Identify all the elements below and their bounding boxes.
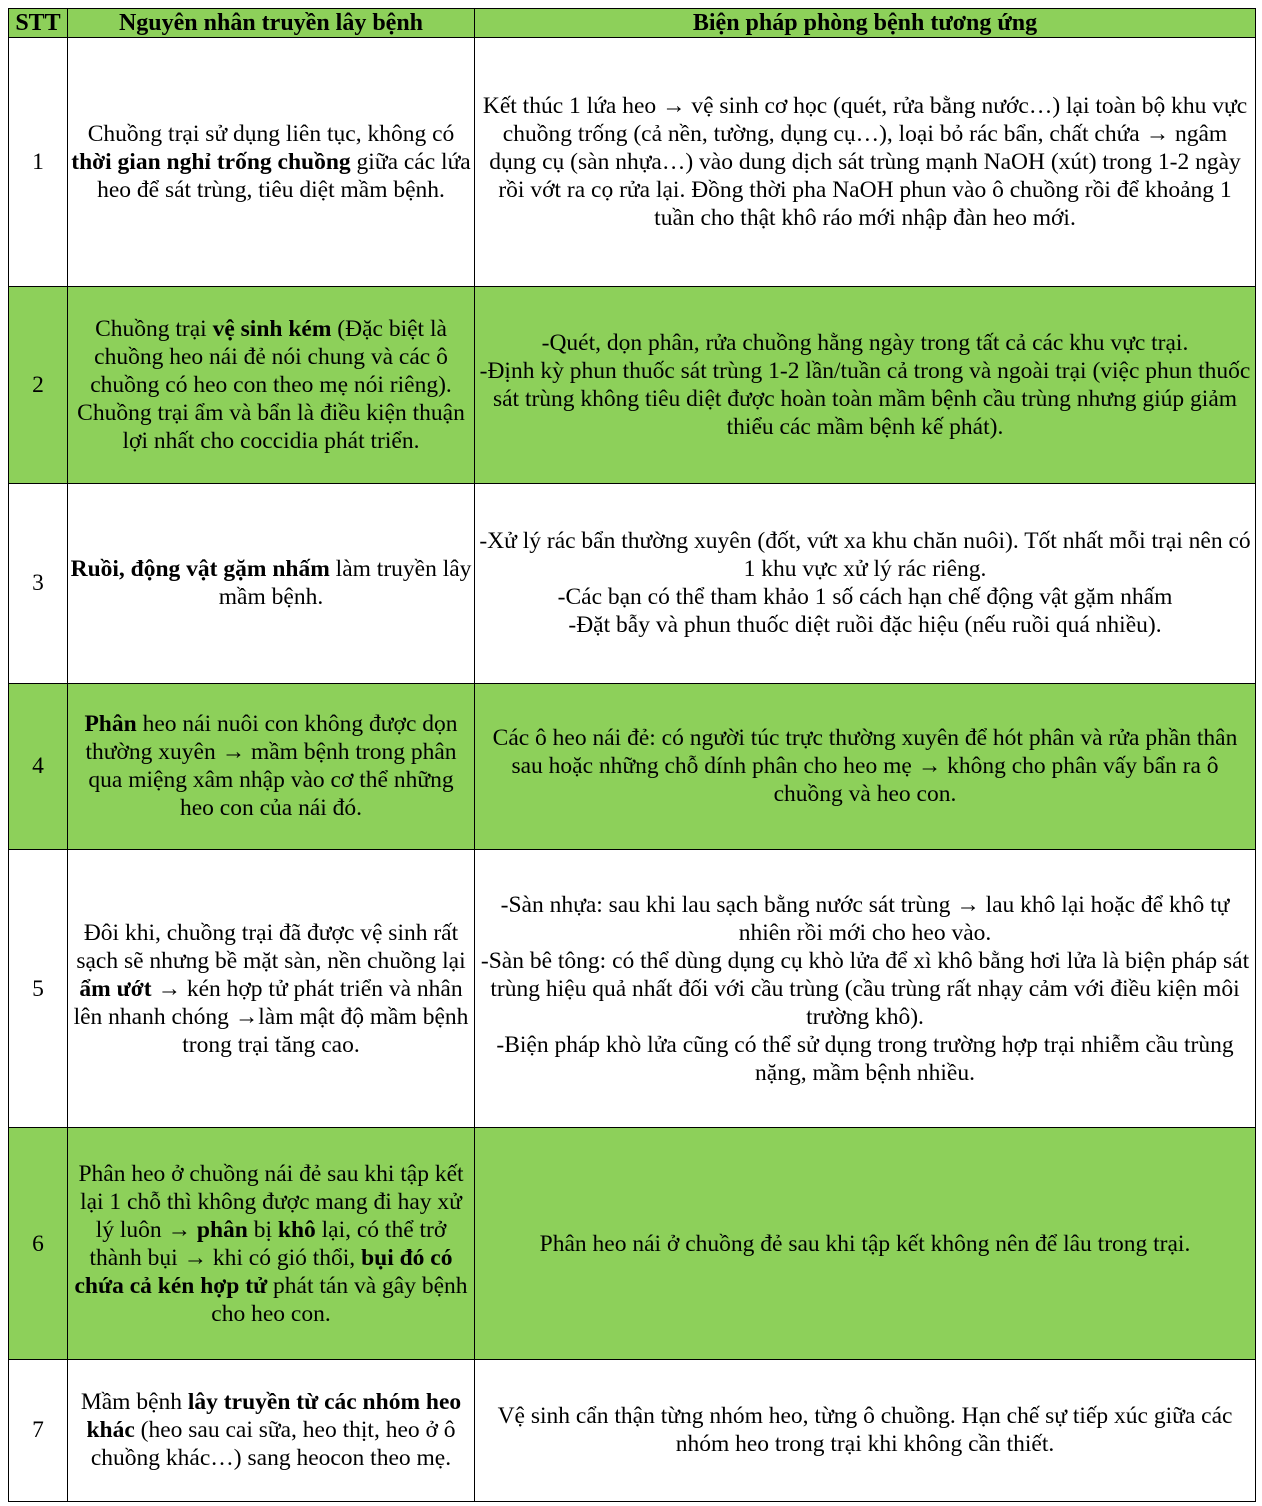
measure-line: -Xử lý rác bẩn thường xuyên (đốt, vứt xa khu chăn nuôi). Tốt nhất mỗi trại nên có 1 khu vực xử lý rác riêng. <box>479 528 1251 583</box>
header-stt: STT <box>9 9 68 38</box>
text-segment: Đôi khi, chuồng trại đã được vệ sinh rất sạch sẽ nhưng bề mặt sàn, nền chuồng lại <box>76 919 466 974</box>
bold-text: ẩm ướt <box>79 975 152 1002</box>
row-measure <box>475 1359 1256 1501</box>
table-row <box>9 286 1256 483</box>
text-segment: phát tán và gây bệnh cho heo con. <box>211 1272 468 1327</box>
row-stt: 4 <box>9 683 68 849</box>
measure-line: -Quét, dọn phân, rửa chuồng hằng ngày trong tất cả các khu vực trại. <box>541 329 1189 356</box>
row-cause <box>68 483 475 683</box>
measure-line: -Sàn bê tông: có thể dùng dụng cụ khò lửa để xì khô bằng hơi lửa là biện pháp sát trùng hiệu quả nhất đối với cầu trùng (cầu trùng rất nhạy cảm với điều kiện môi trường khô). <box>480 947 1250 1030</box>
measure-line: -Sàn nhựa: sau khi lau sạch bằng nước sát trùng → lau khô lại hoặc để khô tự nhiên rồi mới cho heo vào. <box>500 891 1230 946</box>
table-row <box>9 38 1256 287</box>
text-segment: Phân heo ở chuồng nái đẻ sau khi tập kết lại 1 chỗ thì không được mang đi hay xử lý luôn → <box>78 1160 464 1243</box>
text-segment: làm truyền lây mầm bệnh. <box>218 556 472 611</box>
text-segment: Chuồng trại <box>95 315 213 342</box>
row-cause <box>68 286 475 483</box>
text-segment: giữa các lứa heo để sát trùng, tiêu diệt mầm bệnh. <box>97 148 471 203</box>
measure-line: -Biện pháp khò lửa cũng có thể sử dụng trong trường hợp trại nhiễm cầu trùng nặng, mầm bệnh nhiều. <box>496 1031 1234 1086</box>
bold-text: phân <box>196 1216 248 1243</box>
text-segment: bị <box>247 1216 278 1243</box>
text-segment: lại, có thể trở thành bụi → khi có gió thổi, <box>89 1216 447 1271</box>
header-row <box>9 9 1256 38</box>
bold-text: thời gian nghỉ trống chuồng <box>71 148 351 175</box>
row-measure <box>475 849 1256 1128</box>
measure-line: -Các bạn có thể tham khảo 1 số cách hạn chế động vật gặm nhấm <box>557 584 1173 611</box>
measure-line: Phân heo nái ở chuồng đẻ sau khi tập kết không nên để lâu trong trại. <box>539 1230 1191 1257</box>
row-stt: 2 <box>9 286 68 483</box>
bold-text: vệ sinh kém <box>212 315 332 342</box>
bold-text: Ruồi, động vật gặm nhấm <box>70 556 330 583</box>
measure-line: Vệ sinh cẩn thận từng nhóm heo, từng ô chuồng. Hạn chế sự tiếp xúc giữa các nhóm heo trong trại khi không cần thiết. <box>497 1403 1233 1458</box>
measure-line: Kết thúc 1 lứa heo → vệ sinh cơ học (quét, rửa bằng nước…) lại toàn bộ khu vực chuồng trống (cả nền, tường, dụng cụ…), loại bỏ rác bẩn, chất chứa → ngâm dụng cụ (sàn nhựa…) vào dung dịch sát trùng mạnh NaOH (xút) trong 1-2 ngày rồi vớt ra cọ rửa lại. Đồng thời pha NaOH phun vào ô chuồng rồi để khoảng 1 tuần cho thật khô ráo mới nhập đàn heo mới. <box>482 92 1248 231</box>
table-row <box>9 683 1256 849</box>
row-stt: 1 <box>9 38 68 287</box>
text-segment: Mầm bệnh <box>80 1389 188 1416</box>
bold-text: Phân <box>84 711 137 738</box>
header-cause: Nguyên nhân truyền lây bệnh <box>68 9 475 38</box>
text-segment: (Đặc biệt là chuồng heo nái đẻ nói chung và các ô chuồng có heo con theo mẹ nói riêng). Chuồng trại ẩm và bẩn là điều kiện thuận lợi nhất cho coccidia phát triển. <box>77 315 465 454</box>
text-segment: → kén hợp tử phát triển và nhân lên nhanh chóng →làm mật độ mầm bệnh trong trại tăng cao. <box>73 975 469 1058</box>
bold-text: khô <box>277 1216 316 1243</box>
row-stt: 7 <box>9 1359 68 1501</box>
row-stt: 3 <box>9 483 68 683</box>
row-measure <box>475 1128 1256 1359</box>
measure-line: -Đặt bẫy và phun thuốc diệt ruồi đặc hiệu (nếu ruồi quá nhiều). <box>568 612 1162 639</box>
text-segment: heo nái nuôi con không được dọn thường xuyên → mầm bệnh trong phân qua miệng xâm nhập vào cơ thể những heo con của nái đó. <box>85 711 458 822</box>
bold-text: lây truyền từ các nhóm heo khác <box>86 1389 462 1444</box>
table-row <box>9 483 1256 683</box>
table-row <box>9 1359 1256 1501</box>
row-measure <box>475 683 1256 849</box>
bold-text: bụi đó có chứa cả kén hợp tử <box>74 1244 453 1299</box>
table-row <box>9 1128 1256 1359</box>
prevention-table <box>8 8 1256 1502</box>
row-cause <box>68 1359 475 1501</box>
row-stt: 6 <box>9 1128 68 1359</box>
row-measure <box>475 286 1256 483</box>
row-cause <box>68 683 475 849</box>
header-measure: Biện pháp phòng bệnh tương ứng <box>475 9 1256 38</box>
row-cause <box>68 849 475 1128</box>
text-segment: (heo sau cai sữa, heo thịt, heo ở ô chuồng khác…) sang heocon theo mẹ. <box>90 1417 456 1472</box>
text-segment: Chuồng trại sử dụng liên tục, không có <box>87 120 455 147</box>
measure-line: Các ô heo nái đẻ: có người túc trực thường xuyên để hót phân và rửa phần thân sau hoặc những chỗ dính phân cho heo mẹ → không cho phân vấy bẩn ra ô chuồng và heo con. <box>492 725 1238 808</box>
table-row <box>9 849 1256 1128</box>
row-measure <box>475 38 1256 287</box>
measure-line: -Định kỳ phun thuốc sát trùng 1-2 lần/tuần cả trong và ngoài trại (việc phun thuốc sát trùng không tiêu diệt được hoàn toàn mầm bệnh cầu trùng nhưng giúp giảm thiểu các mầm bệnh kế phát). <box>479 357 1251 440</box>
row-cause <box>68 1128 475 1359</box>
row-cause <box>68 38 475 287</box>
row-measure <box>475 483 1256 683</box>
row-stt: 5 <box>9 849 68 1128</box>
